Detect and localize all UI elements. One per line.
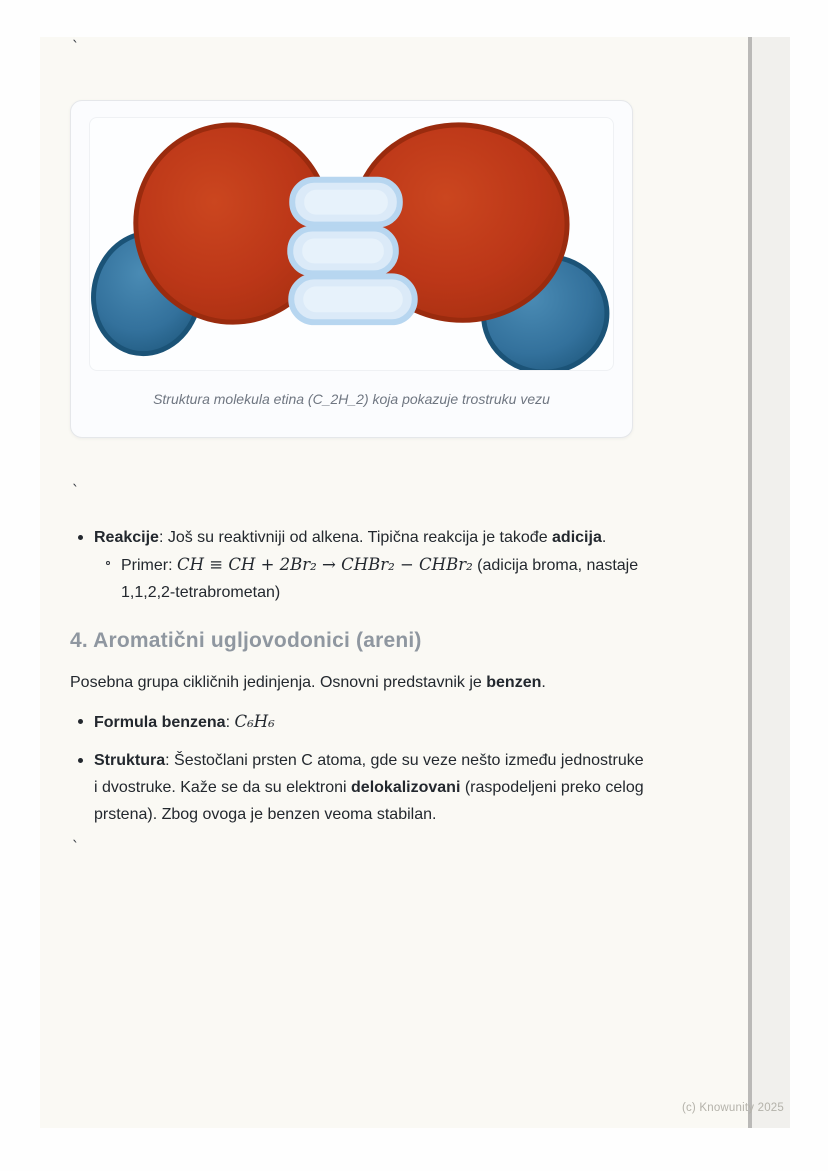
bullet-circle-icon — [106, 561, 110, 565]
list-item-text: Reakcije: Još su reaktivniji od alkena. Tipična reakcija je takođe adicija. Primer: CH ≡ CH + 2Br₂ → CHBr₂ − CHBr₂ (adicija broma, nastaje 1,1,2,2-tetrabrometan) — [94, 524, 644, 606]
scrollbar-track[interactable] — [752, 37, 790, 1128]
benzene-list — [70, 708, 644, 828]
bold-label: Formula benzena — [94, 714, 226, 731]
list-item-struktura — [70, 747, 644, 828]
chemical-formula: C₆H₆ — [234, 712, 275, 731]
bullet-dot-icon — [78, 758, 83, 763]
molecule-illustration — [90, 118, 613, 370]
bold-label: Struktura — [94, 752, 166, 769]
bold-term: adicija — [552, 529, 602, 546]
scrollbar-thumb[interactable] — [748, 37, 752, 1128]
copyright-watermark: (c) Knowunity 2025 — [681, 1102, 784, 1114]
figure-caption: Struktura molekula etina (C_2H_2) koja pokazuje trostruku vezu — [153, 391, 550, 407]
bullet-dot-icon — [78, 535, 83, 540]
list-item-reakcije — [70, 524, 644, 606]
figure-card — [70, 100, 633, 438]
triple-bond-icon — [290, 180, 415, 322]
chemical-formula: CH ≡ CH + 2Br₂ → CHBr₂ − CHBr₂ — [177, 555, 473, 574]
list-item-text: Struktura: Šestočlani prsten C atoma, gde su veze nešto između jednostruke i dvostruke. Kaže se da su elektroni delokalizovani (raspodeljeni preko celog prstena). Zbog ovoga je benzen veoma stabilan. — [94, 752, 644, 823]
stray-backtick: ` — [71, 482, 81, 500]
section-heading: 4. Aromatični ugljovodonici (areni) — [70, 629, 422, 652]
stray-backtick: ` — [71, 38, 81, 56]
list-item-text: Formula benzena: C₆H₆ — [94, 712, 275, 731]
stray-backtick: ` — [71, 838, 81, 856]
subitem-text: Primer: CH ≡ CH + 2Br₂ → CHBr₂ − CHBr₂ (adicija broma, nastaje 1,1,2,2-tetrabrometan) — [121, 555, 639, 601]
bullet-dot-icon — [78, 719, 83, 724]
bold-label: Reakcije — [94, 529, 159, 546]
reactions-list — [70, 524, 644, 606]
bold-term: benzen — [486, 674, 542, 691]
list-item-formula — [70, 708, 644, 736]
molecule-image — [89, 117, 614, 371]
list-subitem-primer — [94, 551, 644, 606]
intro-paragraph: Posebna grupa cikličnih jedinjenja. Osnovni predstavnik je benzen. — [70, 674, 546, 691]
bold-term: delokalizovani — [351, 779, 461, 796]
